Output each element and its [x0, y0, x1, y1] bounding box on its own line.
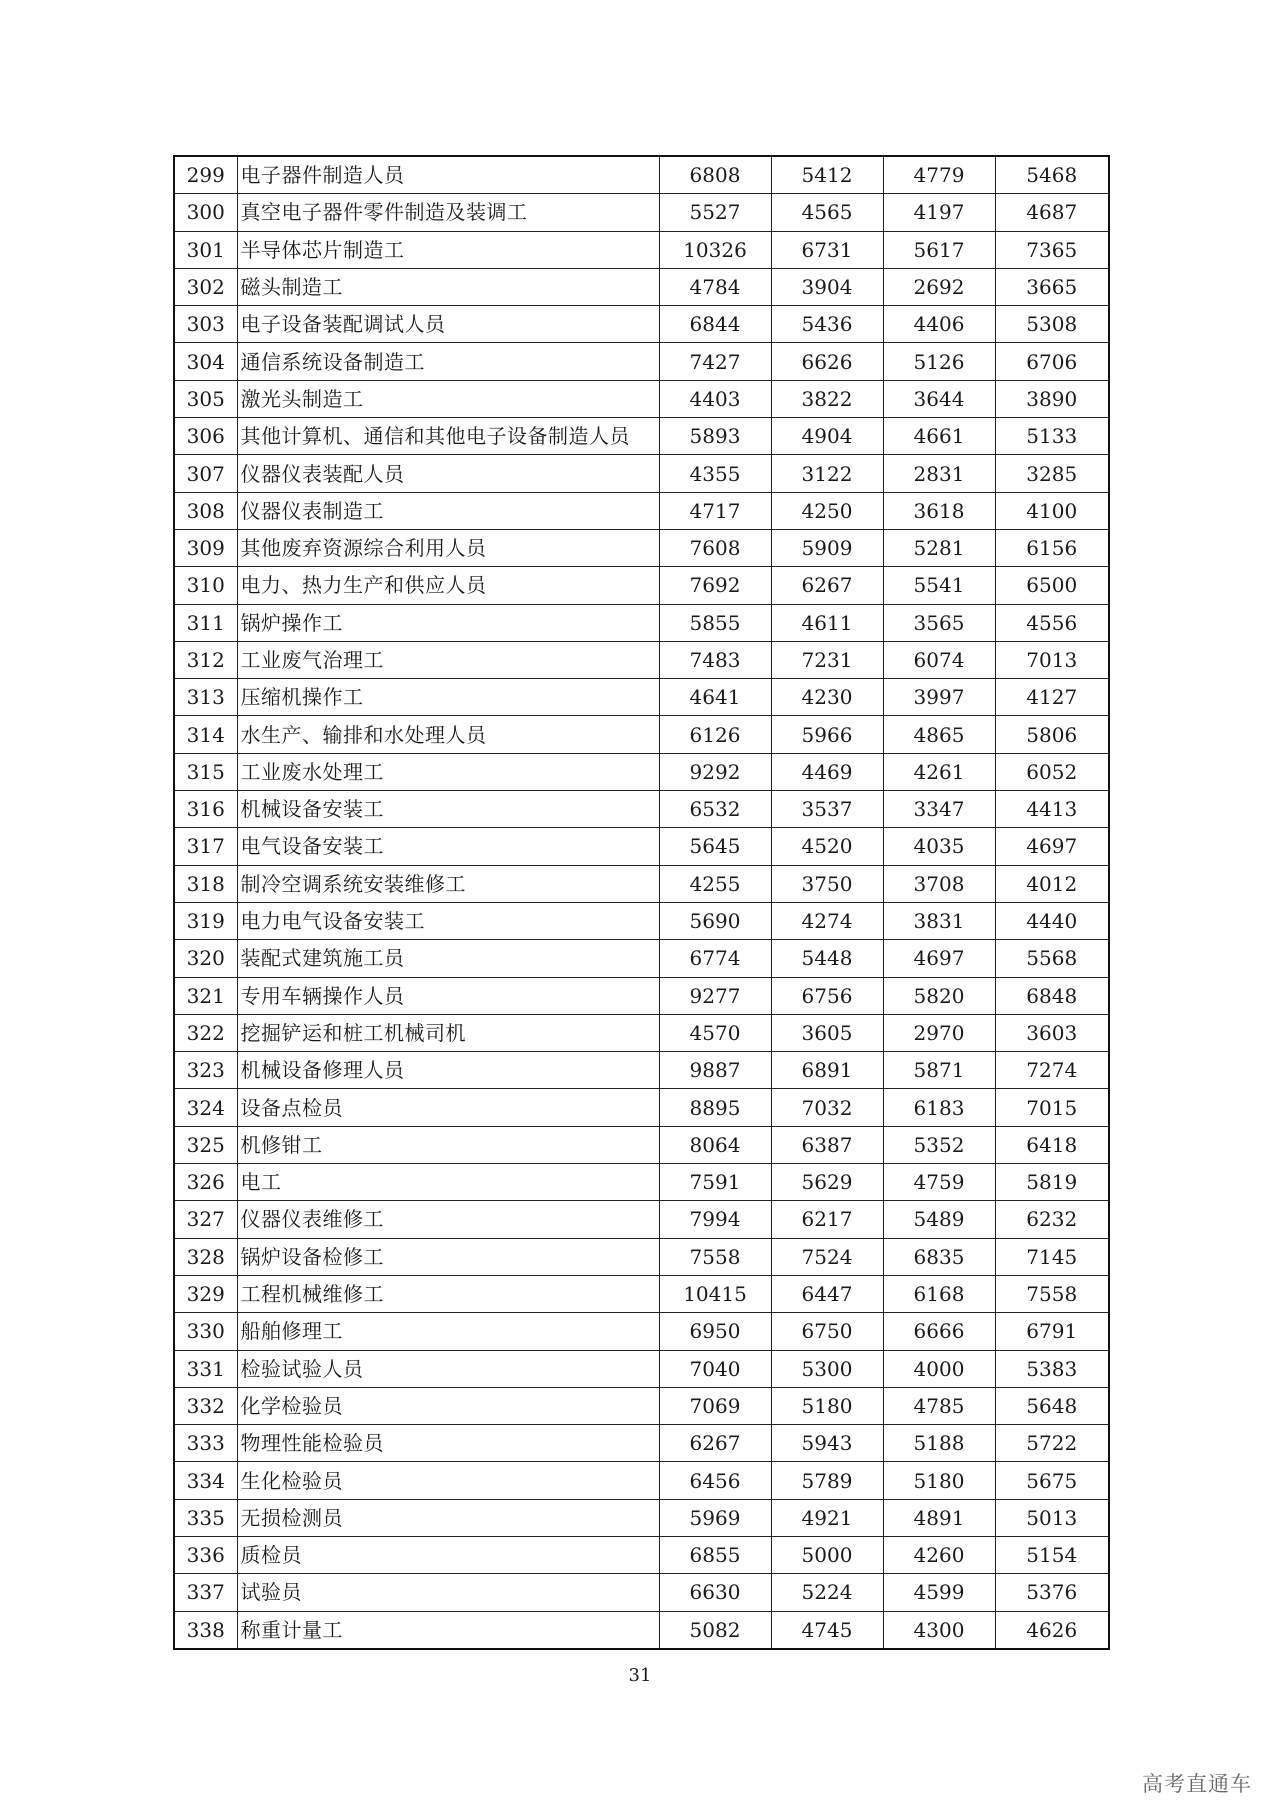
value-cell-4: 3890	[995, 380, 1109, 417]
value-cell-1: 4255	[659, 865, 771, 902]
value-cell-1: 4355	[659, 455, 771, 492]
value-cell-2: 3122	[771, 455, 883, 492]
value-cell-4: 4413	[995, 791, 1109, 828]
occupation-name-cell: 磁头制造工	[237, 268, 659, 305]
value-cell-3: 3708	[883, 865, 995, 902]
value-cell-1: 5969	[659, 1499, 771, 1536]
value-cell-3: 6183	[883, 1089, 995, 1126]
page-number: 31	[628, 1665, 652, 1686]
value-cell-4: 6052	[995, 753, 1109, 790]
value-cell-4: 6232	[995, 1201, 1109, 1238]
row-number-cell: 323	[174, 1052, 237, 1089]
value-cell-1: 6855	[659, 1536, 771, 1573]
occupation-name-cell: 其他计算机、通信和其他电子设备制造人员	[237, 418, 659, 455]
value-cell-1: 7069	[659, 1387, 771, 1424]
value-cell-2: 5000	[771, 1536, 883, 1573]
value-cell-1: 7692	[659, 567, 771, 604]
value-cell-4: 7274	[995, 1052, 1109, 1089]
value-cell-3: 3831	[883, 902, 995, 939]
occupation-name-cell: 电力电气设备安装工	[237, 902, 659, 939]
value-cell-4: 4012	[995, 865, 1109, 902]
value-cell-1: 7608	[659, 529, 771, 566]
value-cell-4: 5308	[995, 306, 1109, 343]
value-cell-3: 5180	[883, 1462, 995, 1499]
value-cell-4: 5383	[995, 1350, 1109, 1387]
occupation-name-cell: 机械设备安装工	[237, 791, 659, 828]
row-number-cell: 327	[174, 1201, 237, 1238]
occupation-name-cell: 激光头制造工	[237, 380, 659, 417]
table-row	[174, 753, 1109, 790]
row-number-cell: 324	[174, 1089, 237, 1126]
row-number-cell: 309	[174, 529, 237, 566]
value-cell-4: 4697	[995, 828, 1109, 865]
value-cell-4: 5154	[995, 1536, 1109, 1573]
row-number-cell: 329	[174, 1275, 237, 1312]
table-row	[174, 492, 1109, 529]
value-cell-1: 4570	[659, 1014, 771, 1051]
row-number-cell: 322	[174, 1014, 237, 1051]
value-cell-2: 6626	[771, 343, 883, 380]
value-cell-3: 2692	[883, 268, 995, 305]
value-cell-3: 4000	[883, 1350, 995, 1387]
value-cell-2: 5412	[771, 156, 883, 194]
table-row	[174, 268, 1109, 305]
value-cell-4: 6848	[995, 977, 1109, 1014]
value-cell-1: 10326	[659, 231, 771, 268]
value-cell-3: 4891	[883, 1499, 995, 1536]
occupation-name-cell: 称重计量工	[237, 1611, 659, 1649]
value-cell-3: 4261	[883, 753, 995, 790]
value-cell-3: 4779	[883, 156, 995, 194]
value-cell-2: 5966	[771, 716, 883, 753]
occupation-name-cell: 电工	[237, 1164, 659, 1201]
occupation-name-cell: 专用车辆操作人员	[237, 977, 659, 1014]
value-cell-4: 5133	[995, 418, 1109, 455]
table-row	[174, 641, 1109, 678]
value-cell-1: 7483	[659, 641, 771, 678]
value-cell-2: 6756	[771, 977, 883, 1014]
row-number-cell: 325	[174, 1126, 237, 1163]
row-number-cell: 331	[174, 1350, 237, 1387]
row-number-cell: 315	[174, 753, 237, 790]
occupation-name-cell: 水生产、输排和水处理人员	[237, 716, 659, 753]
occupation-name-cell: 工业废水处理工	[237, 753, 659, 790]
value-cell-3: 5352	[883, 1126, 995, 1163]
occupation-name-cell: 试验员	[237, 1574, 659, 1611]
value-cell-4: 3603	[995, 1014, 1109, 1051]
occupation-name-cell: 仪器仪表维修工	[237, 1201, 659, 1238]
value-cell-2: 6267	[771, 567, 883, 604]
value-cell-3: 3565	[883, 604, 995, 641]
occupation-name-cell: 电子设备装配调试人员	[237, 306, 659, 343]
value-cell-3: 5820	[883, 977, 995, 1014]
table-row	[174, 567, 1109, 604]
row-number-cell: 310	[174, 567, 237, 604]
table-row	[174, 1387, 1109, 1424]
value-cell-3: 4697	[883, 940, 995, 977]
table-row	[174, 828, 1109, 865]
value-cell-2: 5909	[771, 529, 883, 566]
occupation-name-cell: 机械设备修理人员	[237, 1052, 659, 1089]
value-cell-2: 6891	[771, 1052, 883, 1089]
value-cell-1: 6774	[659, 940, 771, 977]
value-cell-1: 5082	[659, 1611, 771, 1649]
row-number-cell: 318	[174, 865, 237, 902]
occupation-name-cell: 化学检验员	[237, 1387, 659, 1424]
table-row	[174, 1164, 1109, 1201]
row-number-cell: 314	[174, 716, 237, 753]
table-row	[174, 1499, 1109, 1536]
row-number-cell: 332	[174, 1387, 237, 1424]
value-cell-2: 3750	[771, 865, 883, 902]
table-row	[174, 156, 1109, 194]
value-cell-4: 6791	[995, 1313, 1109, 1350]
occupation-name-cell: 压缩机操作工	[237, 679, 659, 716]
occupation-name-cell: 仪器仪表制造工	[237, 492, 659, 529]
table-row	[174, 1536, 1109, 1573]
value-cell-3: 6168	[883, 1275, 995, 1312]
value-cell-2: 7231	[771, 641, 883, 678]
value-cell-4: 5675	[995, 1462, 1109, 1499]
value-cell-4: 7365	[995, 231, 1109, 268]
row-number-cell: 317	[174, 828, 237, 865]
table-row	[174, 1201, 1109, 1238]
value-cell-3: 5617	[883, 231, 995, 268]
value-cell-1: 8895	[659, 1089, 771, 1126]
value-cell-2: 5448	[771, 940, 883, 977]
table-row	[174, 1126, 1109, 1163]
occupation-name-cell: 工程机械维修工	[237, 1275, 659, 1312]
occupation-name-cell: 无损检测员	[237, 1499, 659, 1536]
value-cell-4: 4127	[995, 679, 1109, 716]
value-cell-3: 5126	[883, 343, 995, 380]
value-cell-3: 5489	[883, 1201, 995, 1238]
row-number-cell: 316	[174, 791, 237, 828]
value-cell-3: 3644	[883, 380, 995, 417]
value-cell-2: 4611	[771, 604, 883, 641]
table-row	[174, 418, 1109, 455]
value-cell-1: 7994	[659, 1201, 771, 1238]
value-cell-4: 4440	[995, 902, 1109, 939]
value-cell-2: 3537	[771, 791, 883, 828]
table-row	[174, 902, 1109, 939]
value-cell-3: 3618	[883, 492, 995, 529]
occupation-name-cell: 半导体芯片制造工	[237, 231, 659, 268]
value-cell-2: 4565	[771, 194, 883, 231]
row-number-cell: 320	[174, 940, 237, 977]
value-cell-2: 6750	[771, 1313, 883, 1350]
occupation-name-cell: 电子器件制造人员	[237, 156, 659, 194]
value-cell-1: 7427	[659, 343, 771, 380]
value-cell-1: 7040	[659, 1350, 771, 1387]
value-cell-3: 4865	[883, 716, 995, 753]
occupation-name-cell: 生化检验员	[237, 1462, 659, 1499]
value-cell-4: 6706	[995, 343, 1109, 380]
occupation-name-cell: 船舶修理工	[237, 1313, 659, 1350]
value-cell-1: 7558	[659, 1238, 771, 1275]
value-cell-1: 5893	[659, 418, 771, 455]
occupation-name-cell: 通信系统设备制造工	[237, 343, 659, 380]
row-number-cell: 302	[174, 268, 237, 305]
value-cell-2: 4904	[771, 418, 883, 455]
table-row	[174, 977, 1109, 1014]
table-row	[174, 1462, 1109, 1499]
occupation-name-cell: 物理性能检验员	[237, 1425, 659, 1462]
value-cell-3: 3997	[883, 679, 995, 716]
value-cell-4: 7013	[995, 641, 1109, 678]
value-cell-2: 5224	[771, 1574, 883, 1611]
value-cell-3: 5871	[883, 1052, 995, 1089]
wage-table	[173, 155, 1110, 1650]
value-cell-4: 5013	[995, 1499, 1109, 1536]
value-cell-2: 4921	[771, 1499, 883, 1536]
value-cell-2: 3822	[771, 380, 883, 417]
value-cell-4: 7015	[995, 1089, 1109, 1126]
value-cell-2: 4469	[771, 753, 883, 790]
value-cell-3: 4035	[883, 828, 995, 865]
occupation-name-cell: 锅炉操作工	[237, 604, 659, 641]
table-row	[174, 1350, 1109, 1387]
table-row	[174, 679, 1109, 716]
table-row	[174, 455, 1109, 492]
value-cell-2: 5300	[771, 1350, 883, 1387]
value-cell-1: 6630	[659, 1574, 771, 1611]
value-cell-2: 6387	[771, 1126, 883, 1163]
occupation-name-cell: 装配式建筑施工员	[237, 940, 659, 977]
value-cell-1: 6267	[659, 1425, 771, 1462]
row-number-cell: 307	[174, 455, 237, 492]
value-cell-3: 4785	[883, 1387, 995, 1424]
row-number-cell: 303	[174, 306, 237, 343]
row-number-cell: 306	[174, 418, 237, 455]
value-cell-2: 3605	[771, 1014, 883, 1051]
value-cell-2: 5629	[771, 1164, 883, 1201]
table-row	[174, 194, 1109, 231]
row-number-cell: 336	[174, 1536, 237, 1573]
row-number-cell: 334	[174, 1462, 237, 1499]
table-row	[174, 1238, 1109, 1275]
value-cell-1: 6126	[659, 716, 771, 753]
value-cell-4: 5468	[995, 156, 1109, 194]
value-cell-1: 6808	[659, 156, 771, 194]
value-cell-4: 3665	[995, 268, 1109, 305]
value-cell-1: 4641	[659, 679, 771, 716]
value-cell-1: 4403	[659, 380, 771, 417]
row-number-cell: 301	[174, 231, 237, 268]
row-number-cell: 300	[174, 194, 237, 231]
value-cell-1: 10415	[659, 1275, 771, 1312]
occupation-name-cell: 机修钳工	[237, 1126, 659, 1163]
table-row	[174, 1275, 1109, 1312]
table-row	[174, 791, 1109, 828]
value-cell-1: 4717	[659, 492, 771, 529]
table-row	[174, 529, 1109, 566]
value-cell-3: 4661	[883, 418, 995, 455]
row-number-cell: 333	[174, 1425, 237, 1462]
table-row	[174, 716, 1109, 753]
value-cell-3: 2970	[883, 1014, 995, 1051]
occupation-name-cell: 挖掘铲运和桩工机械司机	[237, 1014, 659, 1051]
value-cell-1: 6950	[659, 1313, 771, 1350]
row-number-cell: 305	[174, 380, 237, 417]
watermark-text: 高考直通车	[1142, 1772, 1252, 1796]
value-cell-4: 4556	[995, 604, 1109, 641]
value-cell-4: 7558	[995, 1275, 1109, 1312]
row-number-cell: 335	[174, 1499, 237, 1536]
value-cell-2: 6447	[771, 1275, 883, 1312]
value-cell-4: 6500	[995, 567, 1109, 604]
row-number-cell: 308	[174, 492, 237, 529]
value-cell-4: 4687	[995, 194, 1109, 231]
table-row	[174, 1089, 1109, 1126]
value-cell-3: 5281	[883, 529, 995, 566]
value-cell-1: 6532	[659, 791, 771, 828]
value-cell-1: 9277	[659, 977, 771, 1014]
value-cell-3: 4406	[883, 306, 995, 343]
value-cell-3: 6835	[883, 1238, 995, 1275]
table-row	[174, 1052, 1109, 1089]
row-number-cell: 299	[174, 156, 237, 194]
table-row	[174, 1425, 1109, 1462]
occupation-name-cell: 设备点检员	[237, 1089, 659, 1126]
value-cell-2: 5180	[771, 1387, 883, 1424]
value-cell-3: 4599	[883, 1574, 995, 1611]
value-cell-1: 5690	[659, 902, 771, 939]
value-cell-2: 5943	[771, 1425, 883, 1462]
table-row	[174, 940, 1109, 977]
table-row	[174, 1014, 1109, 1051]
row-number-cell: 321	[174, 977, 237, 1014]
value-cell-3: 3347	[883, 791, 995, 828]
value-cell-2: 4274	[771, 902, 883, 939]
value-cell-1: 5855	[659, 604, 771, 641]
value-cell-1: 6456	[659, 1462, 771, 1499]
occupation-name-cell: 其他废弃资源综合利用人员	[237, 529, 659, 566]
value-cell-4: 7145	[995, 1238, 1109, 1275]
row-number-cell: 311	[174, 604, 237, 641]
value-cell-1: 4784	[659, 268, 771, 305]
table-row	[174, 343, 1109, 380]
value-cell-4: 6418	[995, 1126, 1109, 1163]
value-cell-4: 5722	[995, 1425, 1109, 1462]
value-cell-2: 4230	[771, 679, 883, 716]
value-cell-3: 4260	[883, 1536, 995, 1573]
value-cell-4: 5568	[995, 940, 1109, 977]
row-number-cell: 312	[174, 641, 237, 678]
value-cell-3: 2831	[883, 455, 995, 492]
value-cell-3: 4759	[883, 1164, 995, 1201]
row-number-cell: 319	[174, 902, 237, 939]
value-cell-1: 5645	[659, 828, 771, 865]
occupation-name-cell: 电气设备安装工	[237, 828, 659, 865]
occupation-name-cell: 质检员	[237, 1536, 659, 1573]
value-cell-1: 8064	[659, 1126, 771, 1163]
value-cell-1: 6844	[659, 306, 771, 343]
table-row	[174, 1574, 1109, 1611]
value-cell-3: 4197	[883, 194, 995, 231]
occupation-name-cell: 真空电子器件零件制造及装调工	[237, 194, 659, 231]
value-cell-2: 3904	[771, 268, 883, 305]
value-cell-4: 4626	[995, 1611, 1109, 1649]
value-cell-4: 5806	[995, 716, 1109, 753]
value-cell-3: 4300	[883, 1611, 995, 1649]
value-cell-4: 6156	[995, 529, 1109, 566]
value-cell-3: 6074	[883, 641, 995, 678]
table-row	[174, 306, 1109, 343]
value-cell-2: 4250	[771, 492, 883, 529]
value-cell-4: 5819	[995, 1164, 1109, 1201]
table-row	[174, 231, 1109, 268]
row-number-cell: 337	[174, 1574, 237, 1611]
value-cell-2: 5789	[771, 1462, 883, 1499]
table-row	[174, 865, 1109, 902]
occupation-name-cell: 电力、热力生产和供应人员	[237, 567, 659, 604]
value-cell-4: 5376	[995, 1574, 1109, 1611]
occupation-name-cell: 工业废气治理工	[237, 641, 659, 678]
row-number-cell: 338	[174, 1611, 237, 1649]
value-cell-3: 6666	[883, 1313, 995, 1350]
value-cell-2: 4745	[771, 1611, 883, 1649]
table-row	[174, 380, 1109, 417]
wage-table-body	[174, 156, 1109, 1649]
value-cell-1: 9292	[659, 753, 771, 790]
table-row	[174, 1313, 1109, 1350]
occupation-name-cell: 制冷空调系统安装维修工	[237, 865, 659, 902]
value-cell-3: 5541	[883, 567, 995, 604]
row-number-cell: 313	[174, 679, 237, 716]
value-cell-2: 7032	[771, 1089, 883, 1126]
row-number-cell: 304	[174, 343, 237, 380]
table-row	[174, 1611, 1109, 1649]
value-cell-1: 5527	[659, 194, 771, 231]
occupation-name-cell: 检验试验人员	[237, 1350, 659, 1387]
occupation-name-cell: 锅炉设备检修工	[237, 1238, 659, 1275]
occupation-name-cell: 仪器仪表装配人员	[237, 455, 659, 492]
value-cell-4: 3285	[995, 455, 1109, 492]
value-cell-4: 4100	[995, 492, 1109, 529]
row-number-cell: 326	[174, 1164, 237, 1201]
value-cell-2: 6217	[771, 1201, 883, 1238]
value-cell-4: 5648	[995, 1387, 1109, 1424]
row-number-cell: 328	[174, 1238, 237, 1275]
value-cell-1: 7591	[659, 1164, 771, 1201]
value-cell-2: 5436	[771, 306, 883, 343]
value-cell-2: 6731	[771, 231, 883, 268]
table-row	[174, 604, 1109, 641]
value-cell-2: 4520	[771, 828, 883, 865]
value-cell-3: 5188	[883, 1425, 995, 1462]
row-number-cell: 330	[174, 1313, 237, 1350]
value-cell-1: 9887	[659, 1052, 771, 1089]
value-cell-2: 7524	[771, 1238, 883, 1275]
